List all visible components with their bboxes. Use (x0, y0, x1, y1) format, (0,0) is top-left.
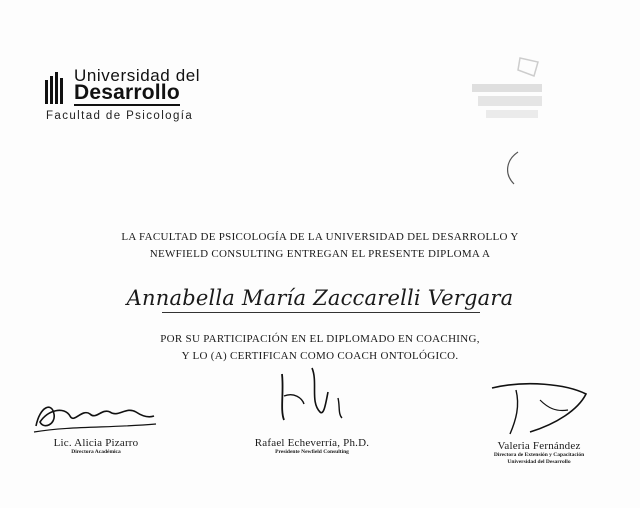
purpose-line-1: POR SU PARTICIPACIÓN EN EL DIPLOMADO EN COACHING, (160, 333, 480, 345)
signatory-name: Rafael Echeverría, Ph.D. (254, 437, 370, 449)
intro-line-1: LA FACULTAD DE PSICOLOGÍA DE LA UNIVERSIDAD DEL DESARROLLO Y (121, 231, 519, 243)
signature-echeverria-icon (268, 362, 358, 432)
university-logo (44, 66, 244, 126)
signature-fernandez-icon (486, 380, 596, 440)
seal-stamp-icon (458, 52, 558, 132)
signatory-role: Universidad del Desarrollo (507, 459, 571, 465)
signatory-pizarro (16, 437, 176, 456)
recipient-name: Annabella María Zaccarelli Vergara (126, 286, 514, 310)
signatory-echeverria (222, 437, 402, 456)
logo-desarrollo-text: Desarrollo (74, 81, 180, 104)
purpose-line-2: Y LO (A) CERTIFICAN COMO COACH ONTOLÓGICO. (181, 350, 459, 362)
signatory-role: Presidente Newfield Consulting (275, 449, 349, 455)
pen-mark-icon (502, 150, 522, 186)
diploma-purpose (0, 331, 640, 365)
recipient-underline (162, 312, 480, 313)
university-logo-icon (44, 72, 66, 104)
signatory-name: Valeria Fernández (497, 440, 581, 452)
signatory-role: Directora Académica (71, 449, 121, 455)
logo-faculty-text: Facultad de Psicología (46, 110, 194, 122)
signature-pizarro-icon (30, 396, 160, 438)
diploma-intro (0, 229, 640, 263)
intro-line-2: NEWFIELD CONSULTING ENTREGAN EL PRESENTE DIPLOMA A (149, 248, 491, 260)
logo-university-text: Universidad del (74, 66, 201, 85)
signatory-fernandez (456, 440, 622, 466)
signatory-role: Directora de Extensión y Capacitación (493, 452, 585, 458)
signatory-name: Lic. Alicia Pizarro (53, 437, 139, 449)
